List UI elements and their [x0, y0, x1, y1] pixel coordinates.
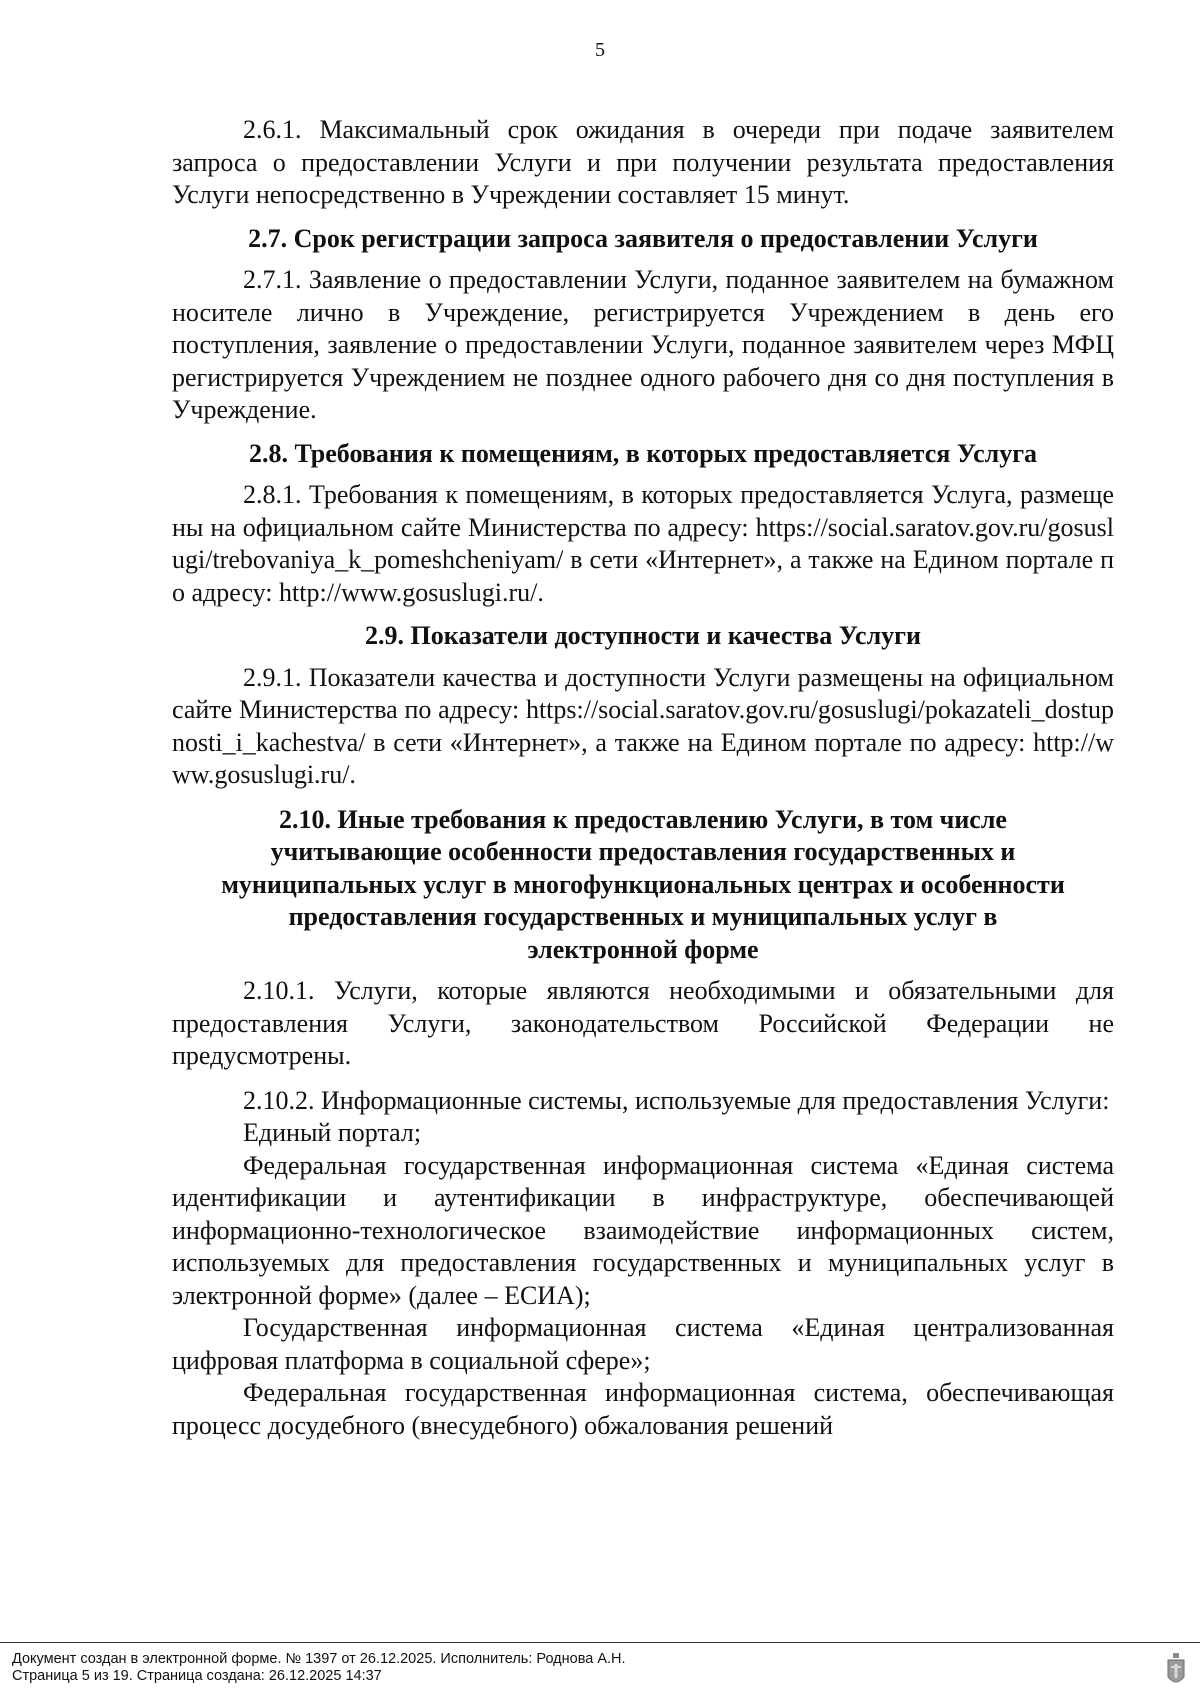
- paragraph-2-7-1: 2.7.1. Заявление о предоставлении Услуги, поданное заявителем на бумажном носителе лично в Учреждение, регистрируется Учреждением в день его поступления, заявление о предоставлении Услуги, поданное заявителем через МФЦ регистрируется Учреждением не позднее одного рабочего дня со дня поступления в Учреждение.: [172, 265, 1114, 424]
- heading-2-8: 2.8. Требования к помещениям, в которых предоставляется Услуга: [248, 438, 1038, 468]
- document-body: [172, 114, 1114, 1442]
- heading-2-7: 2.7. Срок регистрации запроса заявителя о предоставлении Услуги: [248, 223, 1038, 253]
- footer-text: [12, 1651, 626, 1685]
- list-item: Единый портал;: [243, 1118, 422, 1147]
- document-footer: [0, 1642, 1200, 1699]
- heading-2-10: 2.10. Иные требования к предоставлению Услуги, в том числе учитывающие особенности предоставления государственных и муниципальных услуг в многофункциональных центрах и особенности предоставления государственных и муниципальных услуг в электронной форме: [221, 804, 1065, 964]
- list-item: Государственная информационная система «Единая централизованная цифровая платформа в социальной сфере»;: [172, 1313, 1114, 1375]
- heading-2-9: 2.9. Показатели доступности и качества Услуги: [365, 621, 921, 650]
- paragraph-gap: [172, 1073, 1114, 1085]
- paragraph-2-8-1: 2.8.1. Требования к помещениям, в которых предоставляется Услуга, размещены на официальном сайте Министерства по адресу: https://social.saratov.gov.ru/gosuslugi/trebovaniya_k_pomeshcheniyam/ в сети «Интернет», а также на Едином портале по адресу: http://www.gosuslugi.ru/.: [172, 480, 1114, 607]
- paragraph-2-9-1: 2.9.1. Показатели качества и доступности Услуги размещены на официальном сайте Министерства по адресу: https://social.saratov.gov.ru/gosuslugi/pokazateli_dostupnosti_i_kachestva/ в сети «Интернет», а также на Едином портале по адресу: http://www.gosuslugi.ru/.: [172, 662, 1114, 789]
- paragraph-2-10-1: 2.10.1. Услуги, которые являются необходимыми и обязательными для предоставления Услуги, законодательством Российской Федерации не предусмотрены.: [172, 976, 1114, 1070]
- paragraph-2-10-2: 2.10.2. Информационные системы, используемые для предоставления Услуги:: [243, 1085, 1110, 1115]
- coat-of-arms-icon: [1166, 1653, 1186, 1689]
- page-number: 5: [595, 39, 605, 61]
- footer-line-2: Страница 5 из 19. Страница создана: 26.12.2025 14:37: [12, 1668, 382, 1684]
- footer-line-1: Документ создан в электронной форме. № 1397 от 26.12.2025. Исполнитель: Роднова А.Н.: [12, 1651, 626, 1667]
- list-item: Федеральная государственная информационная система «Единая система идентификации и аутентификации в инфраструктуре, обеспечивающей информационно-технологическое взаимодействие информационных систем, используемых для предоставления государственных и муниципальных услуг в электронной форме» (далее – ЕСИА);: [172, 1150, 1114, 1310]
- paragraph-2-6-1: 2.6.1. Максимальный срок ожидания в очереди при подаче заявителем запроса о предоставлении Услуги и при получении результата предоставления Услуги непосредственно в Учреждении составляет 15 минут.: [172, 115, 1114, 209]
- information-systems-list: [172, 1117, 1114, 1442]
- list-item: Федеральная государственная информационная система, обеспечивающая процесс досудебного (внесудебного) обжалования решений: [172, 1378, 1114, 1440]
